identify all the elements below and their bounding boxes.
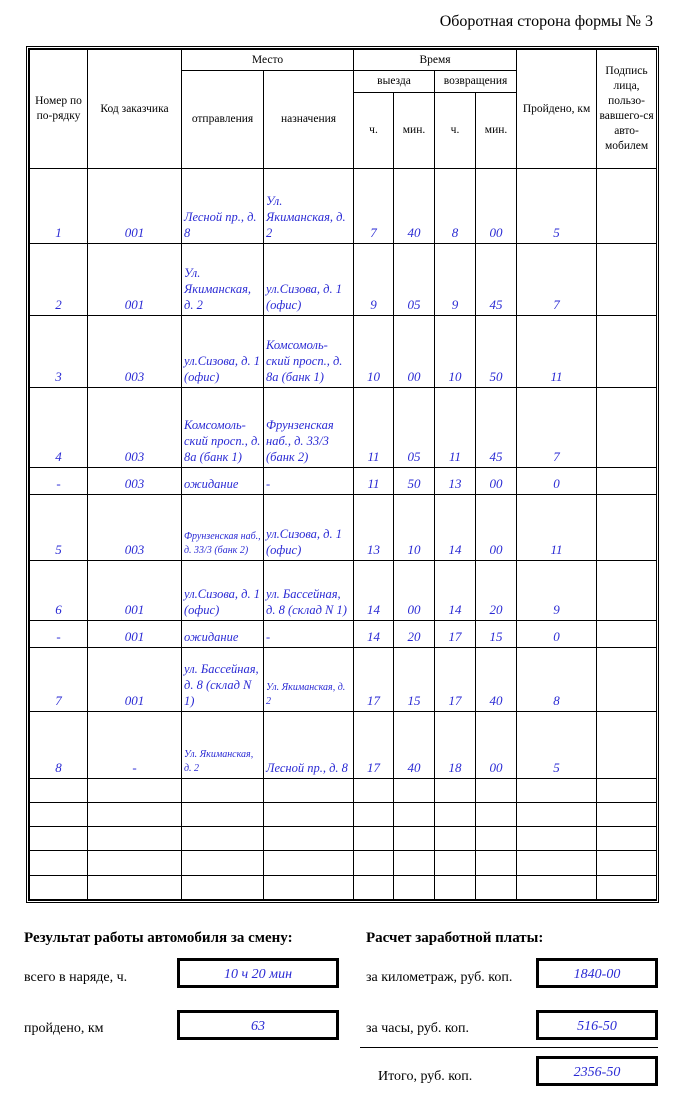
table-row (30, 243, 657, 316)
cell-return-m: 40 (476, 647, 517, 712)
cell-return-m: 00 (476, 467, 517, 494)
cell-leave-h: 13 (354, 495, 394, 561)
cell-leave-h: 17 (354, 712, 394, 779)
cell-num: 3 (30, 316, 88, 388)
cell-leave-m: 40 (394, 712, 435, 779)
header-time: Время (354, 50, 517, 71)
total-label: Итого, руб. коп. (378, 1069, 473, 1084)
cell-leave-h: 11 (354, 388, 394, 468)
table-row (30, 316, 657, 388)
cell-leave-m: 00 (394, 316, 435, 388)
cell-to: - (264, 621, 354, 647)
cell-from: ул.Сизова, д. 1 (офис) (182, 560, 264, 621)
cell-code: 003 (88, 316, 182, 388)
cell-signature (597, 712, 657, 779)
trip-log-table (26, 46, 659, 903)
cell-return-h: 10 (435, 316, 476, 388)
header-return-minutes: мин. (476, 93, 517, 169)
cell-from: ул. Бассейная, д. 8 (склад N 1) (182, 647, 264, 712)
cell-signature (597, 647, 657, 712)
cell-from: ожидание (182, 467, 264, 494)
cell-km: 5 (517, 169, 597, 244)
cell-km: 0 (517, 467, 597, 494)
wage-hours-label: за часы, руб. коп. (366, 1021, 469, 1036)
empty-row (30, 875, 657, 899)
cell-km: 9 (517, 560, 597, 621)
cell-to: Ул. Якиманская, д. 2 (264, 647, 354, 712)
cell-leave-h: 14 (354, 621, 394, 647)
wage-title: Расчет заработной платы: (366, 930, 544, 946)
cell-signature (597, 169, 657, 244)
table-row (30, 560, 657, 621)
cell-signature (597, 388, 657, 468)
cell-from: ул.Сизова, д. 1 (офис) (182, 316, 264, 388)
cell-num: 7 (30, 647, 88, 712)
empty-row (30, 827, 657, 851)
cell-return-m: 00 (476, 495, 517, 561)
table-row (30, 647, 657, 712)
cell-return-m: 00 (476, 712, 517, 779)
cell-num: 4 (30, 388, 88, 468)
cell-leave-m: 15 (394, 647, 435, 712)
header-leave: выезда (354, 71, 435, 93)
total-value-box: 2356-50 (536, 1056, 658, 1086)
cell-to: Ул. Якиманская, д. 2 (264, 169, 354, 244)
header-destination: назначения (264, 71, 354, 169)
cell-km: 7 (517, 388, 597, 468)
header-distance: Пройдено, км (517, 50, 597, 169)
cell-code: 003 (88, 495, 182, 561)
cell-leave-h: 17 (354, 647, 394, 712)
wage-km-label: за километраж, руб. коп. (366, 970, 513, 985)
cell-return-h: 11 (435, 388, 476, 468)
header-num: Номер по по-рядку (30, 50, 88, 169)
cell-return-h: 13 (435, 467, 476, 494)
cell-return-h: 14 (435, 560, 476, 621)
cell-return-m: 00 (476, 169, 517, 244)
cell-return-h: 9 (435, 243, 476, 316)
table-row (30, 495, 657, 561)
cell-from: Ул. Якиманская, д. 2 (182, 712, 264, 779)
cell-code: 001 (88, 647, 182, 712)
cell-from: Лесной пр., д. 8 (182, 169, 264, 244)
cell-num: - (30, 467, 88, 494)
cell-to: ул.Сизова, д. 1 (офис) (264, 495, 354, 561)
cell-return-h: 17 (435, 621, 476, 647)
cell-leave-h: 11 (354, 467, 394, 494)
cell-return-m: 45 (476, 388, 517, 468)
hours-label: всего в наряде, ч. (24, 970, 128, 985)
cell-km: 8 (517, 647, 597, 712)
cell-to: ул.Сизова, д. 1 (офис) (264, 243, 354, 316)
cell-code: 001 (88, 560, 182, 621)
header-signature: Подпись лица, пользо-вавшего-ся авто-мобилем (597, 50, 657, 169)
header-departure-place: отправления (182, 71, 264, 169)
cell-num: 6 (30, 560, 88, 621)
results-title: Результат работы автомобиля за смену: (24, 930, 293, 946)
cell-code: 001 (88, 621, 182, 647)
cell-from: Комсомоль-ский просп., д. 8а (банк 1) (182, 388, 264, 468)
cell-leave-m: 00 (394, 560, 435, 621)
cell-num: 5 (30, 495, 88, 561)
cell-code: - (88, 712, 182, 779)
cell-code: 001 (88, 243, 182, 316)
header-return: возвращения (435, 71, 517, 93)
cell-from: Фрунзенская наб., д. 33/3 (банк 2) (182, 495, 264, 561)
km-value-box: 63 (177, 1010, 339, 1040)
empty-row (30, 851, 657, 875)
cell-return-m: 15 (476, 621, 517, 647)
cell-num: 2 (30, 243, 88, 316)
table-row (30, 712, 657, 779)
cell-return-h: 17 (435, 647, 476, 712)
cell-return-m: 50 (476, 316, 517, 388)
empty-row (30, 802, 657, 826)
cell-leave-h: 14 (354, 560, 394, 621)
header-place: Место (182, 50, 354, 71)
header-leave-hours: ч. (354, 93, 394, 169)
cell-km: 5 (517, 712, 597, 779)
cell-signature (597, 467, 657, 494)
form-title: Оборотная сторона формы № 3 (439, 13, 653, 30)
cell-code: 001 (88, 169, 182, 244)
header-leave-minutes: мин. (394, 93, 435, 169)
cell-signature (597, 621, 657, 647)
wage-hours-box: 516-50 (536, 1010, 658, 1040)
cell-code: 003 (88, 388, 182, 468)
cell-leave-m: 10 (394, 495, 435, 561)
cell-return-m: 20 (476, 560, 517, 621)
cell-km: 11 (517, 316, 597, 388)
cell-leave-m: 05 (394, 243, 435, 316)
cell-leave-h: 7 (354, 169, 394, 244)
cell-km: 0 (517, 621, 597, 647)
cell-leave-m: 40 (394, 169, 435, 244)
cell-from: ожидание (182, 621, 264, 647)
cell-leave-h: 9 (354, 243, 394, 316)
cell-return-h: 18 (435, 712, 476, 779)
cell-num: 8 (30, 712, 88, 779)
cell-leave-m: 20 (394, 621, 435, 647)
cell-return-h: 8 (435, 169, 476, 244)
cell-km: 7 (517, 243, 597, 316)
cell-num: 1 (30, 169, 88, 244)
total-divider (360, 1047, 658, 1048)
cell-signature (597, 560, 657, 621)
cell-return-m: 45 (476, 243, 517, 316)
cell-leave-h: 10 (354, 316, 394, 388)
table-row (30, 169, 657, 244)
header-customer-code: Код заказчика (88, 50, 182, 169)
cell-from: Ул. Якиманская, д. 2 (182, 243, 264, 316)
km-label: пройдено, км (24, 1021, 104, 1036)
header-return-hours: ч. (435, 93, 476, 169)
table-row (30, 388, 657, 468)
wage-km-box: 1840-00 (536, 958, 658, 988)
cell-signature (597, 243, 657, 316)
cell-signature (597, 316, 657, 388)
table-row (30, 621, 657, 647)
cell-leave-m: 05 (394, 388, 435, 468)
cell-return-h: 14 (435, 495, 476, 561)
cell-signature (597, 495, 657, 561)
table-row (30, 467, 657, 494)
cell-to: Лесной пр., д. 8 (264, 712, 354, 779)
empty-row (30, 778, 657, 802)
cell-to: ул. Бассейная, д. 8 (склад N 1) (264, 560, 354, 621)
cell-num: - (30, 621, 88, 647)
cell-to: Комсомоль-ский просп., д. 8а (банк 1) (264, 316, 354, 388)
cell-code: 003 (88, 467, 182, 494)
cell-km: 11 (517, 495, 597, 561)
cell-to: - (264, 467, 354, 494)
hours-value-box: 10 ч 20 мин (177, 958, 339, 988)
cell-to: Фрунзенская наб., д. 33/3 (банк 2) (264, 388, 354, 468)
cell-leave-m: 50 (394, 467, 435, 494)
